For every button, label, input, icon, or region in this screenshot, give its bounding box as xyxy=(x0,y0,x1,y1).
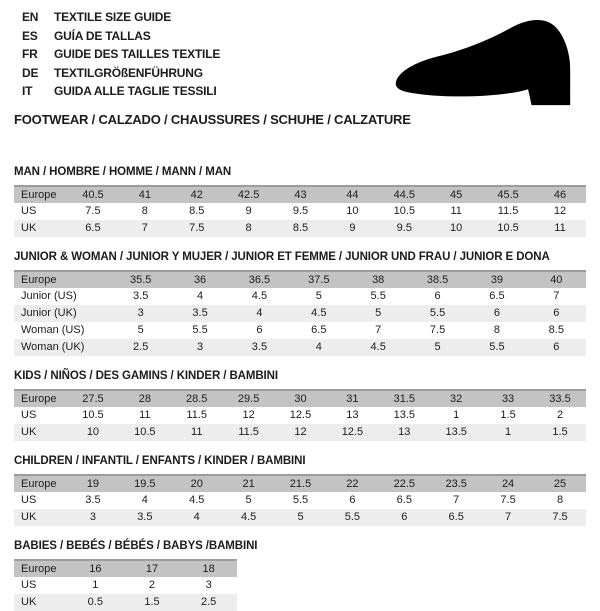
size-cell: 17 xyxy=(145,562,159,575)
row-label: UK xyxy=(21,222,37,234)
size-cell: 16 xyxy=(89,562,102,575)
size-cell: 37.5 xyxy=(308,273,330,286)
size-cell: 3.5 xyxy=(133,290,149,302)
language-title: GUIDE DES TAILLES TEXTILE xyxy=(54,47,221,61)
size-cell: 10 xyxy=(86,426,100,438)
size-cell: 7 xyxy=(453,494,460,506)
table-row xyxy=(14,509,586,526)
table-row xyxy=(14,492,586,509)
size-cell: 13 xyxy=(346,409,359,421)
size-cell: 5.5 xyxy=(292,494,309,506)
table-row xyxy=(14,203,586,220)
table-section xyxy=(14,251,586,356)
size-cell: 6.5 xyxy=(448,511,464,523)
size-cell: 22 xyxy=(346,477,359,490)
size-cell: 12 xyxy=(294,426,307,438)
table-row xyxy=(14,475,586,492)
table-section xyxy=(14,370,586,441)
table-row xyxy=(14,271,586,288)
size-cell: 9 xyxy=(245,205,252,217)
size-cell: 9.5 xyxy=(292,205,309,217)
language-code: EN xyxy=(22,10,39,24)
size-cell: 4.5 xyxy=(251,290,268,302)
size-cell: 4 xyxy=(141,494,148,506)
size-cell: 10.5 xyxy=(134,426,156,438)
row-label: UK xyxy=(21,596,37,608)
size-cell: 3.5 xyxy=(251,341,268,353)
section-title: BABIES / BEBÉS / BÉBÉS / BABYS /BAMBINI xyxy=(14,539,258,552)
size-cell: 3 xyxy=(89,511,96,523)
size-cell: 7.5 xyxy=(189,222,205,234)
size-cell: 3 xyxy=(205,579,212,591)
size-cell: 23.5 xyxy=(445,477,467,490)
size-cell: 36 xyxy=(193,273,207,286)
size-cell: 25 xyxy=(553,477,567,490)
size-cell: 6 xyxy=(401,511,408,523)
size-cell: 2.5 xyxy=(201,596,217,608)
table-row xyxy=(14,305,586,322)
size-cell: 43 xyxy=(294,188,307,201)
size-cell: 5 xyxy=(297,511,304,523)
size-cell: 19.5 xyxy=(134,477,156,490)
size-cell: 22.5 xyxy=(393,477,415,490)
size-cell: 6.5 xyxy=(85,222,101,234)
size-cell: 6 xyxy=(553,341,560,353)
size-cell: 8 xyxy=(556,494,564,506)
size-cell: 7.5 xyxy=(552,511,568,523)
section-title: CHILDREN / INFANTIL / ENFANTS / KINDER / BAMBINI xyxy=(14,454,306,467)
size-cell: 33 xyxy=(501,392,515,405)
table-row xyxy=(14,390,586,407)
size-cell: 21 xyxy=(242,477,255,490)
size-cell: 7.5 xyxy=(85,205,101,217)
size-cell: 46 xyxy=(553,188,567,201)
size-cell: 8 xyxy=(141,205,148,217)
size-cell: 6 xyxy=(553,307,560,319)
row-label: UK xyxy=(21,511,37,523)
size-cell: 4 xyxy=(193,511,200,523)
table-row xyxy=(14,560,237,577)
row-label: UK xyxy=(21,426,37,438)
size-cell: 13.5 xyxy=(393,409,415,421)
size-cell: 9 xyxy=(349,222,356,234)
language-code: DE xyxy=(22,65,39,80)
size-cell: 11.5 xyxy=(497,205,519,217)
size-cell: 10.5 xyxy=(393,205,415,217)
size-cell: 42.5 xyxy=(237,188,260,201)
size-table xyxy=(14,185,586,237)
size-cell: 6 xyxy=(349,494,356,506)
size-cell: 2 xyxy=(148,579,156,591)
size-cell: 2 xyxy=(556,409,564,421)
size-cell: 2.5 xyxy=(133,341,149,353)
size-cell: 3.5 xyxy=(192,307,208,319)
size-table xyxy=(14,559,237,611)
size-cell: 9.5 xyxy=(396,222,412,234)
table-row xyxy=(14,424,586,441)
size-cell: 11.5 xyxy=(186,409,208,421)
size-cell: 21.5 xyxy=(289,477,312,490)
size-cell: 40.5 xyxy=(82,188,104,201)
table-row xyxy=(14,407,586,424)
size-cell: 5 xyxy=(245,494,252,506)
size-table xyxy=(14,474,586,526)
size-cell: 28 xyxy=(138,392,151,405)
table-row xyxy=(14,322,586,339)
size-cell: 1.5 xyxy=(144,596,160,608)
table-row xyxy=(14,220,586,237)
language-title: GUIDA ALLE TAGLIE TESSILI xyxy=(54,84,217,98)
size-cell: 11 xyxy=(139,409,151,421)
table-section xyxy=(14,455,586,526)
language-title: GUÍA DE TALLAS xyxy=(54,28,151,43)
size-cell: 3 xyxy=(197,341,204,353)
size-cell: 11 xyxy=(554,222,566,234)
row-label: Europe xyxy=(21,188,57,201)
size-cell: 1 xyxy=(453,409,460,421)
size-cell: 12 xyxy=(242,409,255,421)
row-label: Junior (UK) xyxy=(21,307,77,319)
row-label: Europe xyxy=(21,392,57,405)
size-cell: 6 xyxy=(434,290,441,302)
size-cell: 10.5 xyxy=(82,409,104,421)
size-cell: 12 xyxy=(553,205,567,217)
size-cell: 24 xyxy=(501,477,515,490)
size-cell: 13.5 xyxy=(445,426,467,438)
table-row xyxy=(14,594,237,611)
size-cell: 5 xyxy=(137,324,144,336)
size-cell: 12.5 xyxy=(341,426,364,438)
table-row xyxy=(14,186,586,203)
language-code: FR xyxy=(22,47,38,61)
language-title: TEXTILGRÖßENFÜHRUNG xyxy=(54,65,203,80)
size-cell: 20 xyxy=(190,477,203,490)
size-cell: 0.5 xyxy=(87,596,103,608)
size-cell: 42 xyxy=(190,188,203,201)
size-cell: 41 xyxy=(138,188,151,201)
size-cell: 10 xyxy=(346,205,359,217)
size-cell: 4.5 xyxy=(370,341,386,353)
row-label: US xyxy=(21,579,37,591)
size-cell: 10.5 xyxy=(497,222,519,234)
section-title: MAN / HOMBRE / HOMME / MANN / MAN xyxy=(14,165,232,178)
size-cell: 44.5 xyxy=(393,188,415,201)
size-cell: 7.5 xyxy=(500,494,516,506)
size-cell: 6 xyxy=(256,324,263,336)
language-code: IT xyxy=(22,84,33,98)
size-cell: 31.5 xyxy=(393,392,415,405)
row-label: US xyxy=(21,205,37,217)
size-table xyxy=(14,270,586,356)
size-cell: 6.5 xyxy=(489,290,505,302)
size-cell: 5 xyxy=(375,307,382,319)
row-label: US xyxy=(21,409,37,421)
size-table xyxy=(14,389,586,441)
size-cell: 7 xyxy=(505,511,512,523)
size-cell: 18 xyxy=(202,562,215,575)
size-cell: 4 xyxy=(197,290,204,302)
size-cell: 4.5 xyxy=(311,307,327,319)
size-cell: 8.5 xyxy=(189,205,205,217)
language-code: ES xyxy=(22,28,38,43)
size-cell: 4 xyxy=(315,341,322,353)
size-cell: 19 xyxy=(86,477,100,490)
size-cell: 8 xyxy=(245,222,252,234)
section-title: KIDS / NIÑOS / DES GAMINS / KINDER / BAMBINI xyxy=(14,369,278,382)
row-label: Woman (UK) xyxy=(21,341,85,353)
size-cell: 30 xyxy=(294,392,307,405)
size-cell: 33.5 xyxy=(549,392,571,405)
row-label: Europe xyxy=(21,273,57,286)
size-cell: 27.5 xyxy=(82,392,104,405)
row-label: US xyxy=(21,494,37,506)
size-cell: 3.5 xyxy=(137,511,153,523)
category-line: FOOTWEAR / CALZADO / CHAUSSURES / SCHUHE / CALZATURE xyxy=(14,111,411,127)
size-cell: 5.5 xyxy=(344,511,361,523)
row-label: Junior (US) xyxy=(21,290,77,302)
row-label: Europe xyxy=(21,477,57,490)
table-section xyxy=(14,166,586,237)
size-cell: 7 xyxy=(375,324,382,336)
size-cell: 11 xyxy=(450,205,462,217)
size-cell: 44 xyxy=(346,188,359,201)
size-cell: 8.5 xyxy=(292,222,309,234)
size-cell: 12.5 xyxy=(289,409,312,421)
size-cell: 31 xyxy=(346,392,359,405)
size-cell: 11.5 xyxy=(238,426,259,438)
size-cell: 7 xyxy=(141,222,148,234)
size-cell: 40 xyxy=(550,273,563,286)
size-cell: 7.5 xyxy=(429,324,446,336)
size-cell: 5.5 xyxy=(370,290,386,302)
size-cell: 4.5 xyxy=(189,494,205,506)
size-cell: 7 xyxy=(553,290,560,302)
shoe-icon xyxy=(388,13,586,112)
section-title: JUNIOR & WOMAN / JUNIOR Y MUJER / JUNIOR ET FEMME / JUNIOR UND FRAU / JUNIOR E DONA xyxy=(14,250,550,263)
table-row xyxy=(14,339,586,356)
size-cell: 45 xyxy=(450,188,463,201)
size-cell: 6 xyxy=(493,307,500,319)
size-cell: 4 xyxy=(256,307,263,319)
size-cell: 28.5 xyxy=(186,392,208,405)
size-cell: 1.5 xyxy=(552,426,568,438)
size-cell: 6.5 xyxy=(311,324,327,336)
table-row xyxy=(14,577,237,594)
size-cell: 29.5 xyxy=(237,392,260,405)
table-row xyxy=(14,288,586,305)
size-cell: 5 xyxy=(315,290,322,302)
size-cell: 8 xyxy=(493,324,500,336)
size-cell: 5 xyxy=(434,341,441,353)
size-cell: 1 xyxy=(92,579,99,591)
size-cell: 5.5 xyxy=(429,307,446,319)
size-cell: 8.5 xyxy=(548,324,564,336)
size-cell: 3.5 xyxy=(85,494,101,506)
language-title: TEXTILE SIZE GUIDE xyxy=(54,10,172,24)
size-cell: 5.5 xyxy=(489,341,505,353)
size-cell: 10 xyxy=(450,222,463,234)
row-label: Europe xyxy=(21,562,57,575)
size-tables xyxy=(14,166,586,611)
size-cell: 38 xyxy=(372,273,385,286)
header xyxy=(14,8,586,127)
size-cell: 38.5 xyxy=(426,273,449,286)
size-cell: 35.5 xyxy=(129,273,152,286)
size-cell: 36.5 xyxy=(248,273,271,286)
size-cell: 1.5 xyxy=(500,409,516,421)
size-cell: 39 xyxy=(490,273,504,286)
size-cell: 45.5 xyxy=(497,188,519,201)
size-cell: 6.5 xyxy=(396,494,412,506)
size-cell: 4.5 xyxy=(240,511,257,523)
size-cell: 32 xyxy=(450,392,463,405)
size-cell: 1 xyxy=(505,426,512,438)
size-cell: 11 xyxy=(191,426,203,438)
row-label: Woman (US) xyxy=(21,324,85,336)
size-cell: 13 xyxy=(398,426,411,438)
size-cell: 3 xyxy=(137,307,144,319)
size-cell: 5.5 xyxy=(192,324,208,336)
